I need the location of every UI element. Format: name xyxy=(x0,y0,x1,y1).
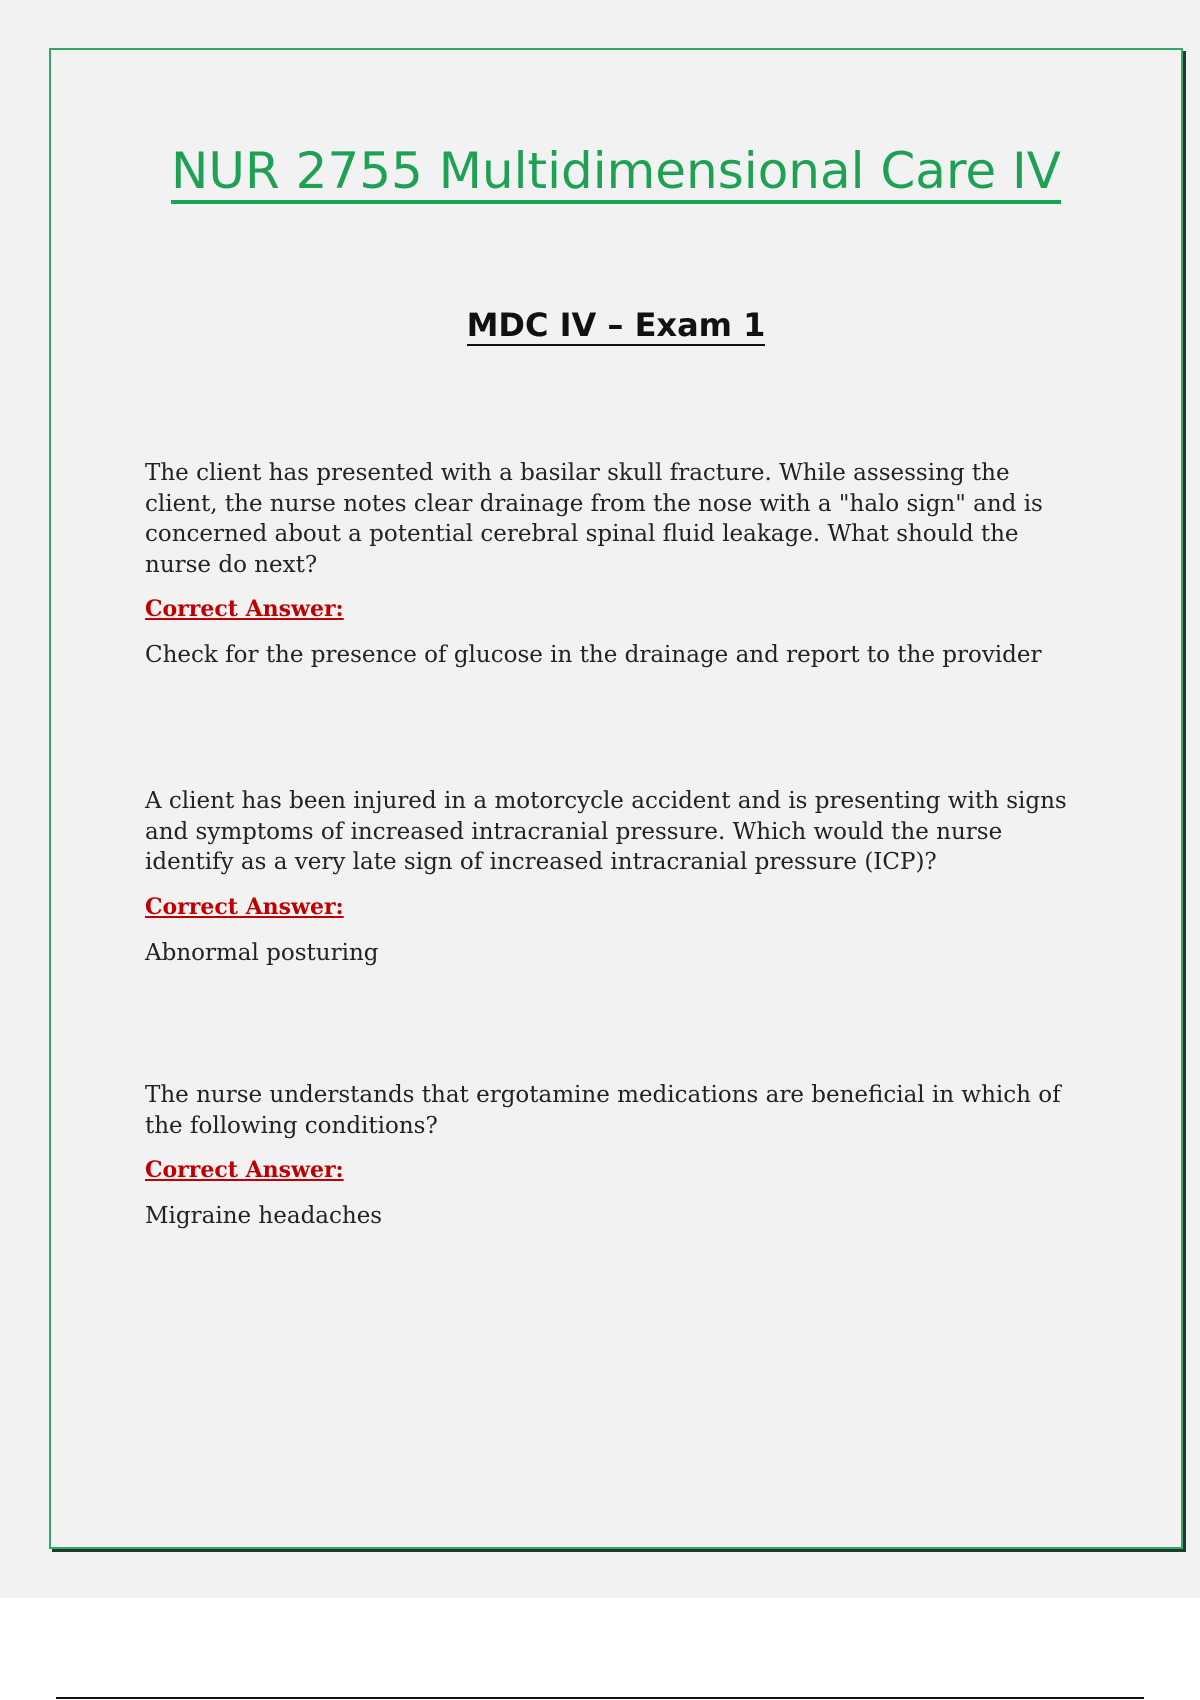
answer-text: Abnormal posturing xyxy=(145,939,379,966)
question-block-2 xyxy=(145,786,1085,968)
question-block-1 xyxy=(145,458,1085,670)
answer-text: Check for the presence of glucose in the drainage and report to the provider xyxy=(145,642,1042,668)
question-text: The nurse understands that ergotamine medications are beneficial in which of the following conditions? xyxy=(145,1082,1061,1139)
exam-title-text: MDC IV – Exam 1 xyxy=(466,306,766,344)
exam-title xyxy=(0,305,1200,345)
question-block-3 xyxy=(145,1080,1085,1231)
question-text: The client has presented with a basilar skull fracture. While assessing the client, the nurse notes clear drainage from the nose with a "halo sign" and is concerned about a potential cerebral spinal fluid leakage. What should the nurse do next? xyxy=(145,460,1043,578)
course-title-text: NUR 2755 Multidimensional Care IV xyxy=(171,142,1061,204)
course-title xyxy=(0,142,1200,200)
question-text: A client has been injured in a motorcycle accident and is presenting with signs and symptoms of increased intracranial pressure. Which would the nurse identify as a very late sign of increased intracranial pressure (ICP)? xyxy=(145,788,1067,875)
footer-divider xyxy=(56,1697,1144,1699)
answer-text: Migraine headaches xyxy=(145,1203,383,1229)
correct-answer-label: Correct Answer: xyxy=(145,596,344,622)
correct-answer-label: Correct Answer: xyxy=(145,893,344,920)
correct-answer-label: Correct Answer: xyxy=(145,1157,344,1183)
